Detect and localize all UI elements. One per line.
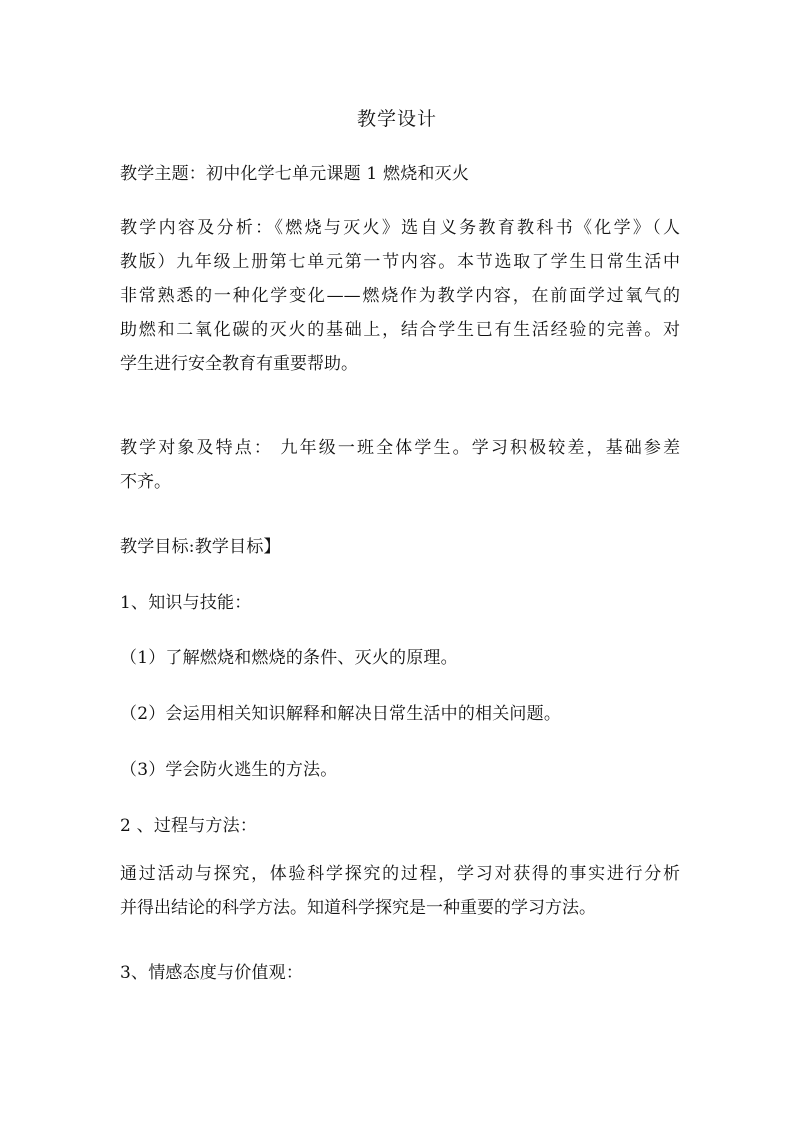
content-analysis-line: 助燃和二氧化碳的灭火的基础上，结合学生已有生活经验的完善。对 xyxy=(120,320,680,340)
content-analysis-line: 非常熟悉的一种化学变化——燃烧作为教学内容，在前面学过氧气的 xyxy=(120,286,680,306)
content-analysis-paragraph xyxy=(120,211,680,381)
process-method-heading: 2 、过程与方法： xyxy=(120,816,258,836)
content-analysis-line: 学生进行安全教育有重要帮助。 xyxy=(120,354,358,374)
audience-line: 不齐。 xyxy=(120,472,171,492)
objective-item: （2）会运用相关知识解释和解决日常生活中的相关问题。 xyxy=(120,704,562,724)
knowledge-skills-heading: 1、知识与技能： xyxy=(120,593,252,613)
document-title: 教学设计 xyxy=(356,108,437,130)
process-method-paragraph xyxy=(120,857,680,925)
objective-item: （1）了解燃烧和燃烧的条件、灭火的原理。 xyxy=(120,648,458,668)
teaching-theme: 教学主题：初中化学七单元课题 1 燃烧和灭火 xyxy=(120,164,470,184)
attitude-values-heading: 3、情感态度与价值观： xyxy=(120,963,304,983)
audience-line: 教学对象及特点： 九年级一班全体学生。学习积极较差，基础参差 xyxy=(120,438,680,458)
audience-paragraph xyxy=(120,431,680,499)
process-line: 并得出结论的科学方法。知道科学探究是一种重要的学习方法。 xyxy=(120,898,596,918)
content-analysis-line: 教学内容及分析：《燃烧与灭火》选自义务教育教科书《化学》（人 xyxy=(120,218,680,238)
content-analysis-line: 教版）九年级上册第七单元第一节内容。本节选取了学生日常生活中 xyxy=(120,252,680,272)
objective-item: （3）学会防火逃生的方法。 xyxy=(120,760,338,780)
process-line: 通过活动与探究，体验科学探究的过程，学习对获得的事实进行分析 xyxy=(120,864,680,884)
objectives-heading: 教学目标:教学目标】 xyxy=(120,537,281,557)
